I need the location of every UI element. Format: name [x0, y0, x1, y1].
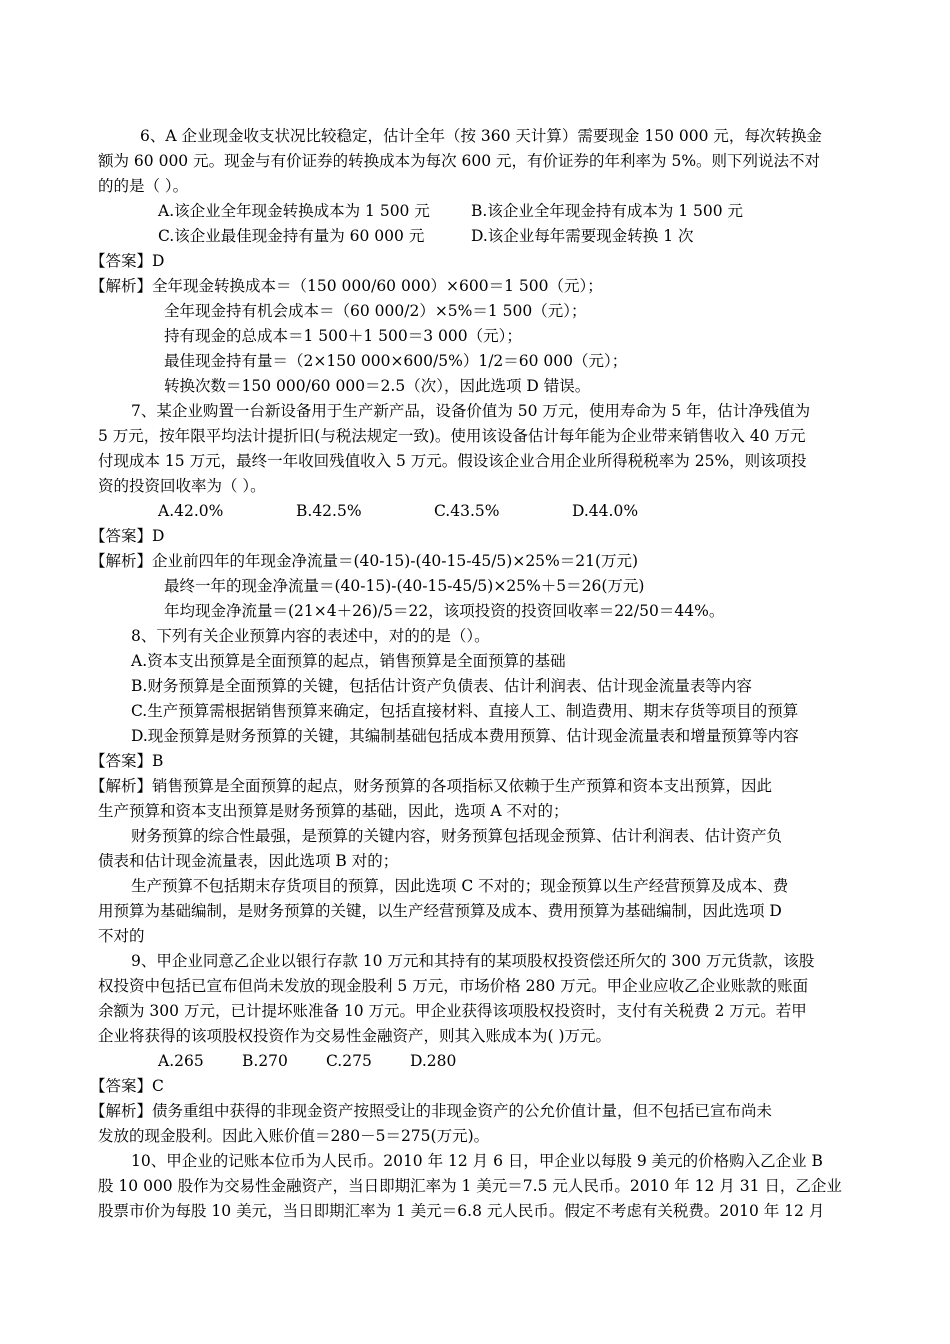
q7-stem-line: 5 万元，按年限平均法计提折旧(与税法规定一致)。使用该设备估计每年能为企业带来销售收入 40 万元: [98, 427, 806, 445]
q7-answer: 【答案】D: [90, 527, 165, 545]
q9-stem-line: 权投资中包括已宣布但尚未发放的现金股利 5 万元，市场价格 280 万元。甲企业应收乙企业账款的账面: [98, 977, 809, 995]
question-6: [90, 124, 852, 399]
q7-analysis-line: 【解析】企业前四年的年现金净流量＝(40-15)-(40-15-45/5)×25%＝21(万元): [90, 552, 639, 570]
q9-analysis-line: 发放的现金股利。因此入账价值＝280－5＝275(万元)。: [98, 1127, 490, 1145]
q6-option-d: D.该企业每年需要现金转换 1 次: [471, 227, 694, 245]
q7-option-d: D.44.0%: [572, 502, 639, 520]
q7-analysis-line: 年均现金净流量＝(21×4＋26)/5＝22，该项投资的投资回收率＝22/50＝44%。: [164, 602, 725, 620]
q9-option-a: A.265: [158, 1052, 204, 1070]
q7-option-a: A.42.0%: [158, 502, 224, 520]
q6-options-row: [98, 224, 852, 249]
q8-analysis-line: 财务预算的综合性最强，是预算的关键内容，财务预算包括现金预算、估计利润表、估计资产负: [131, 827, 783, 845]
q8-option-b: B.财务预算是全面预算的关键，包括估计资产负债表、估计利润表、估计现金流量表等内容: [131, 677, 752, 695]
q8-answer: 【答案】B: [90, 752, 164, 770]
q10-stem-line: 股票市价为每股 10 美元，当日即期汇率为 1 美元＝6.8 元人民币。假定不考虑有关税费。2010 年 12 月: [98, 1202, 825, 1220]
q6-option-b: B.该企业全年现金持有成本为 1 500 元: [471, 202, 744, 220]
q6-option-c: C.该企业最佳现金持有量为 60 000 元: [158, 227, 425, 245]
q8-option-d: D.现金预算是财务预算的关键，其编制基础包括成本费用预算、估计现金流量表和增量预算等内容: [131, 727, 799, 745]
q6-answer: 【答案】D: [90, 252, 165, 270]
document-page: [90, 124, 852, 1224]
q9-option-b: B.270: [242, 1052, 288, 1070]
q6-options-row: [98, 199, 852, 224]
q7-analysis-line: 最终一年的现金净流量＝(40-15)-(40-15-45/5)×25%＋5＝26(万元): [164, 577, 645, 595]
question-7: [90, 399, 852, 624]
q6-analysis-line: 最佳现金持有量＝（2×150 000×600/5%）1/2＝60 000（元）；: [164, 352, 628, 370]
q7-stem-line: 资的投资回收率为（ ）。: [98, 477, 266, 495]
q6-stem-line: 的的是（ ）。: [98, 177, 189, 195]
q10-stem-line: 股 10 000 股作为交易性金融资产，当日即期汇率为 1 美元＝7.5 元人民币。2010 年 12 月 31 日，乙企业: [98, 1177, 842, 1195]
q9-stem-line: 9、甲企业同意乙企业以银行存款 10 万元和其持有的某项股权投资偿还所欠的 300 万元货款，该股: [131, 952, 815, 970]
q8-analysis-line: 用预算为基础编制，是财务预算的关键，以生产经营预算及成本、费用预算为基础编制，因此选项 D: [98, 902, 782, 920]
q6-stem-line: 额为 60 000 元。现金与有价证券的转换成本为每次 600 元，有价证券的年利率为 5%。则下列说法不对: [98, 152, 821, 170]
q9-answer: 【答案】C: [90, 1077, 164, 1095]
q6-analysis-line: 转换次数＝150 000/60 000＝2.5（次），因此选项 D 错误。: [164, 377, 591, 395]
q8-stem-line: 8、下列有关企业预算内容的表述中，对的的是（）。: [131, 627, 490, 645]
q9-option-d: D.280: [410, 1052, 457, 1070]
q8-option-a: A.资本支出预算是全面预算的起点，销售预算是全面预算的基础: [131, 652, 566, 670]
q6-analysis-line: 【解析】全年现金转换成本＝（150 000/60 000）×600＝1 500（元）；: [90, 277, 603, 295]
question-8: [90, 624, 852, 949]
q10-stem-line: 10、甲企业的记账本位币为人民币。2010 年 12 月 6 日，甲企业以每股 9 美元的价格购入乙企业 B: [131, 1152, 823, 1170]
q9-option-c: C.275: [326, 1052, 372, 1070]
q7-stem-line: 付现成本 15 万元，最终一年收回残值收入 5 万元。假设该企业合用企业所得税税率为 25%，则该项投: [98, 452, 807, 470]
q8-option-c: C.生产预算需根据销售预算来确定，包括直接材料、直接人工、制造费用、期末存货等项目的预算: [131, 702, 799, 720]
q8-analysis-line: 不对的: [98, 927, 145, 945]
q7-option-c: C.43.5%: [434, 502, 500, 520]
q7-option-b: B.42.5%: [296, 502, 362, 520]
q7-options-row: [98, 499, 852, 524]
q6-analysis-line: 全年现金持有机会成本＝（60 000/2）×5%＝1 500（元）；: [164, 302, 587, 320]
q8-analysis-line: 债表和估计现金流量表，因此选项 B 对的；: [98, 852, 399, 870]
q9-stem-line: 余额为 300 万元，已计提坏账准备 10 万元。甲企业获得该项股权投资时，支付有关税费 2 万元。若甲: [98, 1002, 807, 1020]
q9-analysis-line: 【解析】债务重组中获得的非现金资产按照受让的非现金资产的公允价值计量，但不包括已宣布尚未: [90, 1102, 773, 1120]
q9-options-row: [98, 1049, 852, 1074]
q8-analysis-line: 生产预算和资本支出预算是财务预算的基础，因此，选项 A 不对的；: [98, 802, 569, 820]
q7-stem-line: 7、某企业购置一台新设备用于生产新产品，设备价值为 50 万元，使用寿命为 5 年，估计净残值为: [131, 402, 811, 420]
q6-analysis-line: 持有现金的总成本＝1 500＋1 500＝3 000（元）；: [164, 327, 522, 345]
q6-option-a: A.该企业全年现金转换成本为 1 500 元: [158, 202, 430, 220]
question-9: [90, 949, 852, 1149]
q6-stem-line: 6、A 企业现金收支状况比较稳定，估计全年（按 360 天计算）需要现金 150 000 元，每次转换金: [140, 127, 822, 145]
q8-analysis-line: 【解析】销售预算是全面预算的起点，财务预算的各项指标又依赖于生产预算和资本支出预算，因此: [90, 777, 773, 795]
q8-analysis-line: 生产预算不包括期末存货项目的预算，因此选项 C 不对的；现金预算以生产经营预算及成本、费: [131, 877, 789, 895]
question-10: [98, 1149, 852, 1224]
q9-stem-line: 企业将获得的该项股权投资作为交易性金融资产，则其入账成本为( )万元。: [98, 1027, 612, 1045]
